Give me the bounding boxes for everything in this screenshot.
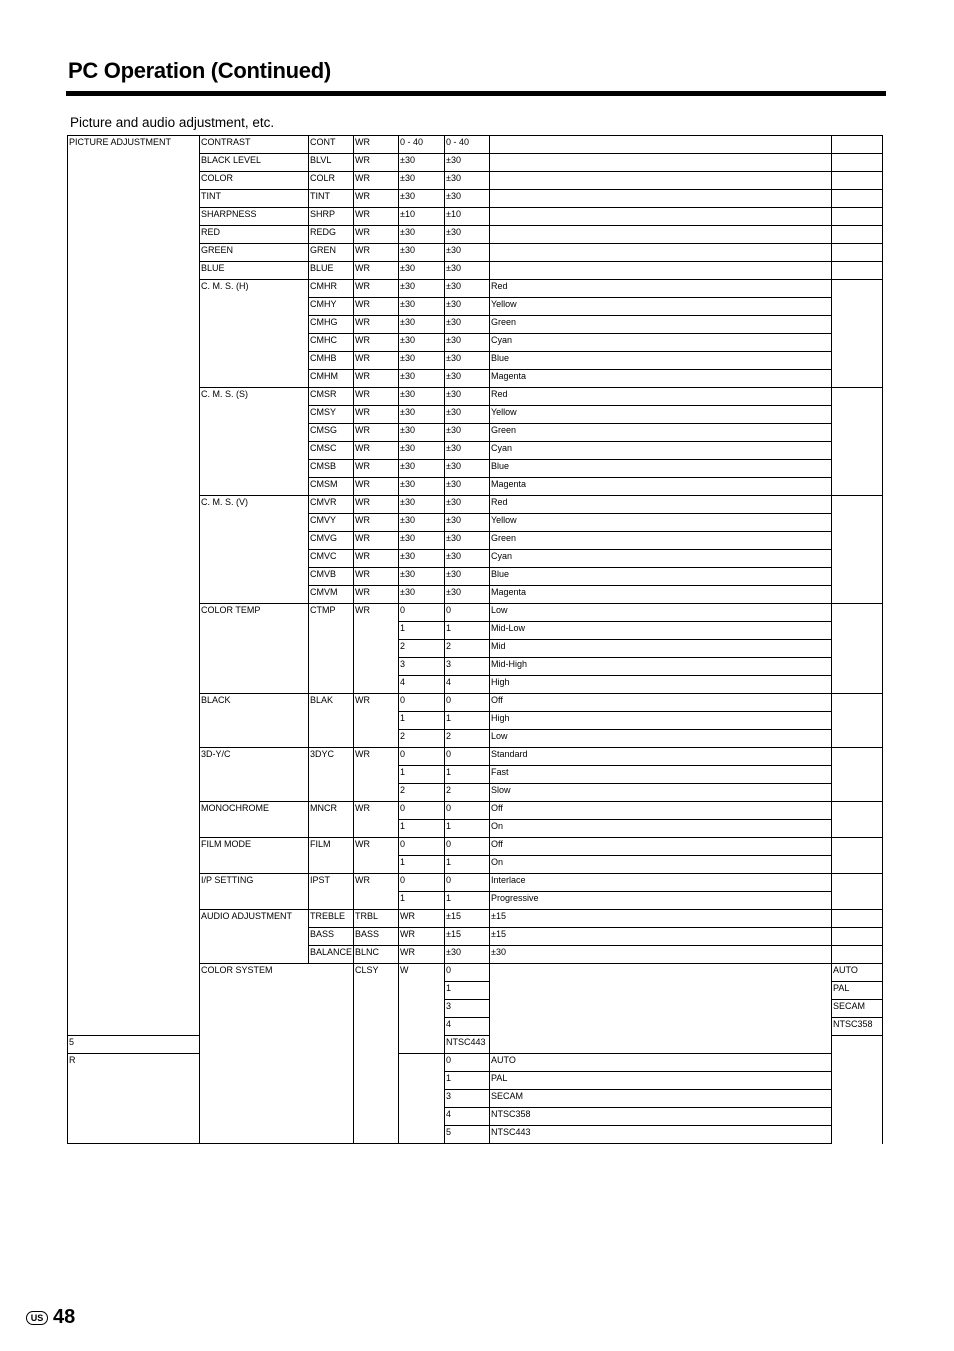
command-cell: BLUE xyxy=(309,262,354,280)
parameter-cell: ±30 xyxy=(399,388,445,406)
command-cell: GREN xyxy=(309,244,354,262)
setting-cell: Green xyxy=(490,532,832,550)
parameter-cell: ±30 xyxy=(399,226,445,244)
reply-cell: 0 xyxy=(445,604,490,622)
reply-cell: 3 xyxy=(445,1090,490,1108)
remark-cell xyxy=(832,190,883,208)
parameter-cell: 0 xyxy=(399,694,445,712)
item-cell: C. M. S. (V) xyxy=(200,496,309,604)
command-cell: CLSY xyxy=(354,964,399,1144)
command-cell: CMHR xyxy=(309,280,354,298)
group-cell: AUDIO ADJUSTMENT xyxy=(200,910,309,964)
command-cell: BASS xyxy=(354,928,399,946)
parameter-cell: 1 xyxy=(399,856,445,874)
setting-cell: Interlace xyxy=(490,874,832,892)
remark-cell xyxy=(832,172,883,190)
reply-cell: ±15 xyxy=(490,910,832,928)
parameter-cell: ±30 xyxy=(399,568,445,586)
direction-cell: WR xyxy=(354,370,399,388)
setting-cell: Green xyxy=(490,424,832,442)
reply-cell: ±30 xyxy=(445,496,490,514)
table-row xyxy=(68,136,883,154)
remark-cell xyxy=(832,604,883,694)
remark-cell xyxy=(832,802,883,838)
command-cell: CMVB xyxy=(309,568,354,586)
command-cell: FILM xyxy=(309,838,354,874)
command-cell: IPST xyxy=(309,874,354,910)
direction-cell: WR xyxy=(354,136,399,154)
direction-cell: WR xyxy=(354,460,399,478)
parameter-cell: ±30 xyxy=(399,406,445,424)
parameter-cell: 0 xyxy=(399,874,445,892)
region-badge: US xyxy=(26,1311,48,1325)
parameter-cell: ±30 xyxy=(445,946,490,964)
reply-cell: ±30 xyxy=(445,388,490,406)
setting-cell: AUTO xyxy=(490,1054,832,1072)
command-cell: CMVR xyxy=(309,496,354,514)
setting-cell: Blue xyxy=(490,352,832,370)
reply-cell: 2 xyxy=(445,784,490,802)
title-rule xyxy=(66,91,886,96)
direction-cell: WR xyxy=(354,172,399,190)
setting-cell: Fast xyxy=(490,766,832,784)
command-cell: TRBL xyxy=(354,910,399,928)
setting-cell xyxy=(490,190,832,208)
setting-cell xyxy=(490,154,832,172)
setting-cell xyxy=(490,244,832,262)
reply-cell: 2 xyxy=(445,640,490,658)
remark-cell xyxy=(832,154,883,172)
direction-cell: WR xyxy=(354,442,399,460)
parameter-cell: 4 xyxy=(399,676,445,694)
parameter-cell: ±30 xyxy=(399,460,445,478)
command-cell: BLAK xyxy=(309,694,354,748)
command-cell: CMSR xyxy=(309,388,354,406)
reply-cell: ±30 xyxy=(445,406,490,424)
reply-cell: ±30 xyxy=(445,298,490,316)
command-cell: CMHB xyxy=(309,352,354,370)
reply-cell: ±30 xyxy=(445,190,490,208)
command-cell: CMVM xyxy=(309,586,354,604)
direction-cell: WR xyxy=(354,208,399,226)
item-cell: CONTRAST xyxy=(200,136,309,154)
remark-cell xyxy=(832,280,883,388)
reply-cell: ±30 xyxy=(445,460,490,478)
reply-cell: ±30 xyxy=(445,370,490,388)
setting-cell: High xyxy=(490,712,832,730)
item-cell: TREBLE xyxy=(309,910,354,928)
parameter-cell: ±30 xyxy=(399,298,445,316)
setting-cell: Yellow xyxy=(490,514,832,532)
item-cell: COLOR xyxy=(200,172,309,190)
item-cell: BASS xyxy=(309,928,354,946)
setting-cell: Red xyxy=(490,496,832,514)
direction-cell: WR xyxy=(354,298,399,316)
reply-cell: 1 xyxy=(445,622,490,640)
remark-cell xyxy=(832,208,883,226)
setting-cell: High xyxy=(490,676,832,694)
parameter-cell: 4 xyxy=(445,1018,490,1036)
item-cell: MONOCHROME xyxy=(200,802,309,838)
reply-cell: 0 - 40 xyxy=(445,136,490,154)
parameter-cell: ±30 xyxy=(399,352,445,370)
remark-cell xyxy=(832,694,883,748)
direction-cell: WR xyxy=(354,838,399,874)
section-subtitle: Picture and audio adjustment, etc. xyxy=(70,115,275,130)
item-cell: BLACK LEVEL xyxy=(200,154,309,172)
page-footer xyxy=(26,1306,75,1329)
command-cell: REDG xyxy=(309,226,354,244)
parameter-cell: ±30 xyxy=(399,316,445,334)
reply-cell: ±30 xyxy=(490,946,832,964)
setting-cell: Off xyxy=(490,838,832,856)
setting-cell: On xyxy=(490,820,832,838)
reply-cell: ±30 xyxy=(445,226,490,244)
remark-cell xyxy=(832,136,883,154)
remark-cell xyxy=(832,748,883,802)
direction-cell: WR xyxy=(354,514,399,532)
setting-cell: Cyan xyxy=(490,334,832,352)
direction-cell: WR xyxy=(354,406,399,424)
remark-cell xyxy=(832,496,883,604)
setting-cell: Yellow xyxy=(490,406,832,424)
parameter-cell: ±30 xyxy=(399,262,445,280)
command-cell: CMHC xyxy=(309,334,354,352)
group-cell: PICTURE ADJUSTMENT xyxy=(68,136,200,1036)
parameter-cell: ±30 xyxy=(399,424,445,442)
parameter-cell: ±30 xyxy=(399,442,445,460)
direction-cell: WR xyxy=(354,568,399,586)
direction-cell: WR xyxy=(354,586,399,604)
reply-cell: ±30 xyxy=(445,334,490,352)
setting-cell: AUTO xyxy=(832,964,883,982)
setting-cell: Mid-Low xyxy=(490,622,832,640)
parameter-cell: ±30 xyxy=(399,532,445,550)
command-cell: CMVY xyxy=(309,514,354,532)
item-cell: RED xyxy=(200,226,309,244)
setting-cell: On xyxy=(490,856,832,874)
group-cell: COLOR SYSTEM xyxy=(200,964,354,1144)
setting-cell: Off xyxy=(490,802,832,820)
setting-cell: Blue xyxy=(490,568,832,586)
setting-cell: Mid-High xyxy=(490,658,832,676)
reply-cell: ±30 xyxy=(445,442,490,460)
setting-cell xyxy=(832,928,883,946)
parameter-cell: 1 xyxy=(445,982,490,1000)
command-cell: 3DYC xyxy=(309,748,354,802)
direction-cell: WR xyxy=(354,496,399,514)
parameter-cell: ±30 xyxy=(399,478,445,496)
reply-cell: ±15 xyxy=(490,928,832,946)
setting-cell xyxy=(832,910,883,928)
reply-cell: 0 xyxy=(445,802,490,820)
reply-cell: ±30 xyxy=(445,154,490,172)
item-cell: COLOR TEMP xyxy=(200,604,309,694)
item-cell: TINT xyxy=(200,190,309,208)
item-cell: I/P SETTING xyxy=(200,874,309,910)
command-cell: BLVL xyxy=(309,154,354,172)
setting-cell: NTSC443 xyxy=(490,1126,832,1144)
reply-cell: ±10 xyxy=(445,208,490,226)
direction-cell: WR xyxy=(354,478,399,496)
setting-cell: Magenta xyxy=(490,370,832,388)
command-cell: CMSY xyxy=(309,406,354,424)
reply-cell: 0 xyxy=(445,838,490,856)
direction-cell: WR xyxy=(354,244,399,262)
setting-cell: Cyan xyxy=(490,442,832,460)
command-cell: CMHM xyxy=(309,370,354,388)
setting-cell: PAL xyxy=(490,1072,832,1090)
setting-cell: SECAM xyxy=(490,1090,832,1108)
parameter-cell: 2 xyxy=(399,730,445,748)
command-cell: TINT xyxy=(309,190,354,208)
direction-cell: WR xyxy=(399,946,445,964)
command-cell: CMHG xyxy=(309,316,354,334)
setting-cell: NTSC358 xyxy=(832,1018,883,1036)
direction-cell: WR xyxy=(354,352,399,370)
direction-cell: WR xyxy=(354,280,399,298)
parameter-cell: 0 xyxy=(399,748,445,766)
parameter-cell: 0 - 40 xyxy=(399,136,445,154)
direction-cell: WR xyxy=(354,262,399,280)
reply-cell: ±30 xyxy=(445,532,490,550)
command-cell: MNCR xyxy=(309,802,354,838)
parameter-cell: ±30 xyxy=(399,370,445,388)
page-number: 48 xyxy=(53,1306,76,1328)
parameter-cell: 0 xyxy=(399,604,445,622)
reply-cell: 0 xyxy=(445,874,490,892)
remark-cell xyxy=(832,388,883,496)
setting-cell: Off xyxy=(490,694,832,712)
direction-cell: R xyxy=(68,1054,200,1144)
reply-cell: 1 xyxy=(445,712,490,730)
setting-cell: Mid xyxy=(490,640,832,658)
parameter-cell: ±30 xyxy=(399,514,445,532)
reply-cell: 0 xyxy=(445,1054,490,1072)
item-cell: C. M. S. (S) xyxy=(200,388,309,496)
parameter-cell: 1 xyxy=(399,622,445,640)
reply-cell: ±30 xyxy=(445,514,490,532)
parameter-cell: ±30 xyxy=(399,172,445,190)
reply-cell: ±30 xyxy=(445,478,490,496)
direction-cell: WR xyxy=(354,748,399,802)
remark-cell xyxy=(832,226,883,244)
parameter-cell: 5 xyxy=(68,1036,200,1054)
setting-cell: Standard xyxy=(490,748,832,766)
reply-cell: ±30 xyxy=(445,172,490,190)
item-cell: BLACK xyxy=(200,694,309,748)
parameter-cell: 0 xyxy=(445,964,490,982)
setting-cell: Green xyxy=(490,316,832,334)
parameter-cell: ±15 xyxy=(445,928,490,946)
setting-cell: Progressive xyxy=(490,892,832,910)
reply-cell xyxy=(490,964,832,1054)
setting-cell xyxy=(490,172,832,190)
direction-cell: WR xyxy=(354,424,399,442)
item-cell: C. M. S. (H) xyxy=(200,280,309,388)
command-cell: COLR xyxy=(309,172,354,190)
parameter-cell: 1 xyxy=(399,820,445,838)
parameter-cell xyxy=(399,1054,445,1144)
item-cell: GREEN xyxy=(200,244,309,262)
command-cell: CMVC xyxy=(309,550,354,568)
page-title: PC Operation (Continued) xyxy=(68,58,331,83)
reply-cell: 1 xyxy=(445,820,490,838)
parameter-cell: 0 xyxy=(399,838,445,856)
reply-cell: ±30 xyxy=(445,244,490,262)
command-cell: CMSB xyxy=(309,460,354,478)
direction-cell: WR xyxy=(399,928,445,946)
direction-cell: WR xyxy=(399,910,445,928)
direction-cell: WR xyxy=(354,694,399,748)
reply-cell: ±30 xyxy=(445,280,490,298)
table-row xyxy=(68,1054,883,1072)
item-cell: BLUE xyxy=(200,262,309,280)
parameter-cell: ±15 xyxy=(445,910,490,928)
setting-cell: Magenta xyxy=(490,478,832,496)
parameter-cell: ±30 xyxy=(399,586,445,604)
remark-cell xyxy=(832,262,883,280)
item-cell: SHARPNESS xyxy=(200,208,309,226)
setting-cell: Slow xyxy=(490,784,832,802)
command-cell: SHRP xyxy=(309,208,354,226)
direction-cell: WR xyxy=(354,154,399,172)
setting-cell: Low xyxy=(490,604,832,622)
parameter-cell: 1 xyxy=(399,892,445,910)
reply-cell: ±30 xyxy=(445,424,490,442)
parameter-cell: 3 xyxy=(399,658,445,676)
setting-cell: SECAM xyxy=(832,1000,883,1018)
reply-cell: 0 xyxy=(445,694,490,712)
setting-cell xyxy=(490,262,832,280)
reply-cell: ±30 xyxy=(445,262,490,280)
command-cell: CTMP xyxy=(309,604,354,694)
command-table xyxy=(67,135,883,1144)
setting-cell: PAL xyxy=(832,982,883,1000)
parameter-cell: 0 xyxy=(399,802,445,820)
setting-cell: NTSC358 xyxy=(490,1108,832,1126)
reply-cell: ±30 xyxy=(445,586,490,604)
parameter-cell: 3 xyxy=(445,1000,490,1018)
item-cell: BALANCE xyxy=(309,946,354,964)
direction-cell: WR xyxy=(354,604,399,694)
command-cell: CMSG xyxy=(309,424,354,442)
parameter-cell: ±30 xyxy=(399,244,445,262)
reply-cell: 4 xyxy=(445,676,490,694)
parameter-cell: ±30 xyxy=(399,334,445,352)
reply-cell: 3 xyxy=(445,658,490,676)
parameter-cell: 2 xyxy=(399,784,445,802)
setting-cell: Magenta xyxy=(490,586,832,604)
command-cell: CMVG xyxy=(309,532,354,550)
setting-cell: Cyan xyxy=(490,550,832,568)
setting-cell: Red xyxy=(490,280,832,298)
reply-cell: 1 xyxy=(445,1072,490,1090)
reply-cell: 1 xyxy=(445,766,490,784)
parameter-cell: ±30 xyxy=(399,496,445,514)
command-cell: CMSM xyxy=(309,478,354,496)
setting-cell: Red xyxy=(490,388,832,406)
reply-cell: 1 xyxy=(445,892,490,910)
reply-cell: ±30 xyxy=(445,568,490,586)
parameter-cell: ±30 xyxy=(399,550,445,568)
remark-cell xyxy=(832,838,883,874)
remark-cell xyxy=(832,244,883,262)
direction-cell: WR xyxy=(354,550,399,568)
direction-cell: W xyxy=(399,964,445,1054)
reply-cell: ±30 xyxy=(445,352,490,370)
direction-cell: WR xyxy=(354,388,399,406)
command-cell: CONT xyxy=(309,136,354,154)
parameter-cell: 1 xyxy=(399,712,445,730)
direction-cell: WR xyxy=(354,316,399,334)
parameter-cell: ±10 xyxy=(399,208,445,226)
setting-cell xyxy=(490,226,832,244)
parameter-cell: ±30 xyxy=(399,280,445,298)
setting-cell: Yellow xyxy=(490,298,832,316)
parameter-cell: 2 xyxy=(399,640,445,658)
item-cell: FILM MODE xyxy=(200,838,309,874)
command-cell: BLNC xyxy=(354,946,399,964)
item-cell: 3D-Y/C xyxy=(200,748,309,802)
command-cell: CMHY xyxy=(309,298,354,316)
reply-cell: ±30 xyxy=(445,316,490,334)
parameter-cell: ±30 xyxy=(399,154,445,172)
command-cell: CMSC xyxy=(309,442,354,460)
reply-cell: ±30 xyxy=(445,550,490,568)
reply-cell: 5 xyxy=(445,1126,490,1144)
parameter-cell: 1 xyxy=(399,766,445,784)
direction-cell: WR xyxy=(354,802,399,838)
reply-cell: 4 xyxy=(445,1108,490,1126)
setting-cell xyxy=(490,208,832,226)
setting-cell: Low xyxy=(490,730,832,748)
reply-cell: 1 xyxy=(445,856,490,874)
direction-cell: WR xyxy=(354,226,399,244)
reply-cell: 2 xyxy=(445,730,490,748)
direction-cell: WR xyxy=(354,334,399,352)
parameter-cell: ±30 xyxy=(399,190,445,208)
setting-cell xyxy=(832,946,883,964)
direction-cell: WR xyxy=(354,532,399,550)
setting-cell xyxy=(490,136,832,154)
reply-cell: 0 xyxy=(445,748,490,766)
direction-cell: WR xyxy=(354,190,399,208)
direction-cell: WR xyxy=(354,874,399,910)
remark-cell xyxy=(832,874,883,910)
setting-cell: Blue xyxy=(490,460,832,478)
setting-cell: NTSC443 xyxy=(445,1036,490,1054)
